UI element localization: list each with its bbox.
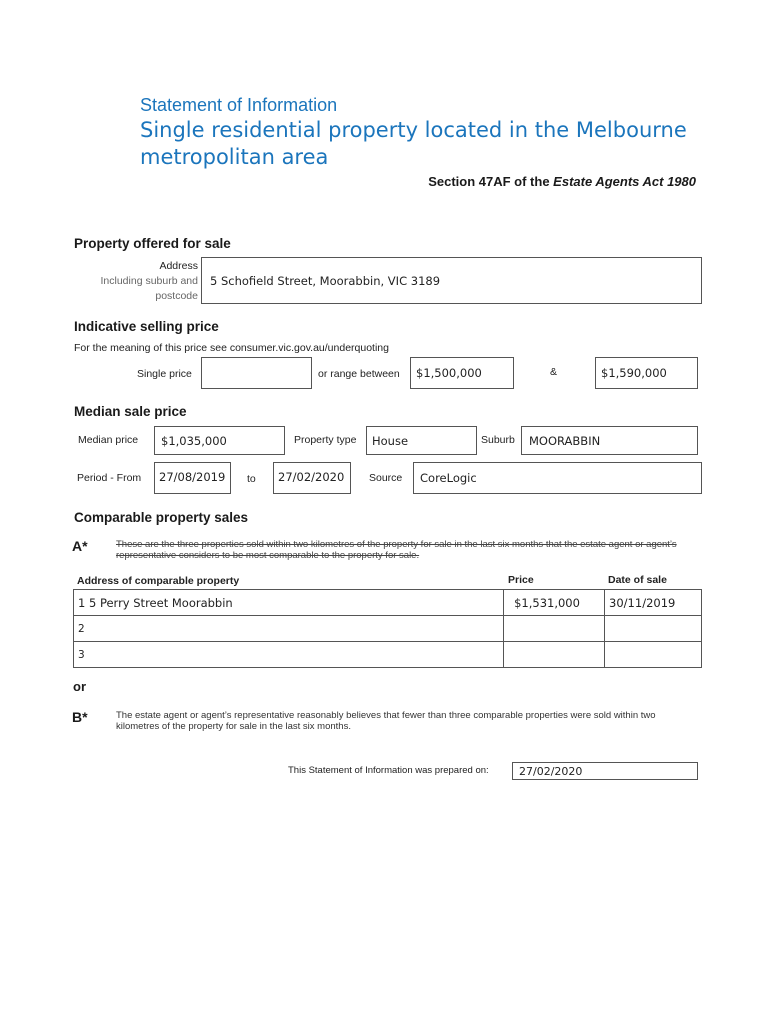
single-price-label: Single price bbox=[137, 368, 192, 380]
period-to-field[interactable]: 27/02/2020 bbox=[273, 462, 351, 494]
address-sublabel-1: Including suburb and bbox=[100, 275, 198, 287]
property-heading: Property offered for sale bbox=[74, 236, 231, 251]
indicative-heading: Indicative selling price bbox=[74, 319, 219, 334]
address-label: Address bbox=[159, 260, 198, 272]
option-b-text: The estate agent or agent’s representative reasonably believes that fewer than three comparable properties were sold within two kilometres of the property for sale in the last six months. bbox=[116, 710, 656, 732]
median-price-label: Median price bbox=[78, 434, 139, 446]
act-prefix: Section 47AF of the bbox=[428, 174, 554, 189]
col-date-header: Date of sale bbox=[608, 574, 667, 586]
source-field[interactable]: CoreLogic bbox=[413, 462, 702, 494]
act-name: Estate Agents Act 1980 bbox=[553, 174, 696, 189]
property-type-field[interactable]: House bbox=[366, 426, 477, 455]
comparable-heading: Comparable property sales bbox=[74, 510, 249, 525]
suburb-label: Suburb bbox=[481, 434, 515, 446]
table-row bbox=[74, 616, 702, 642]
act-reference bbox=[428, 174, 696, 189]
address-sublabel-2: postcode bbox=[155, 290, 198, 302]
range-to-field[interactable]: $1,590,000 bbox=[595, 357, 698, 389]
option-a-text: These are the three properties sold within two kilometres of the property for sale in the last six months that the estate agent or agent’s representative considers to be most comparable to the property for sale. bbox=[116, 539, 677, 561]
indicative-note: For the meaning of this price see consumer.vic.gov.au/underquoting bbox=[74, 342, 389, 354]
comp-address-cell[interactable]: 1 5 Perry Street Moorabbin bbox=[74, 590, 504, 616]
statement-label: Statement of Information bbox=[140, 95, 338, 115]
comp-address-cell[interactable]: 3 bbox=[74, 642, 504, 668]
median-heading: Median sale price bbox=[74, 404, 187, 419]
address-label-group bbox=[80, 259, 198, 304]
option-b-marker: B* bbox=[72, 709, 88, 725]
comp-date-cell[interactable] bbox=[605, 616, 702, 642]
comp-price-cell[interactable] bbox=[504, 642, 605, 668]
comp-address-cell[interactable]: 2 bbox=[74, 616, 504, 642]
table-row bbox=[74, 642, 702, 668]
comp-price-cell[interactable] bbox=[504, 616, 605, 642]
page-title: Single residential property located in the Melbourne metropolitan area bbox=[140, 118, 687, 169]
or-label: or bbox=[73, 679, 86, 694]
comp-date-cell[interactable]: 30/11/2019 bbox=[605, 590, 702, 616]
option-a-marker: A* bbox=[72, 538, 88, 554]
period-from-field[interactable]: 27/08/2019 bbox=[154, 462, 231, 494]
comp-date-cell[interactable] bbox=[605, 642, 702, 668]
source-label: Source bbox=[369, 472, 403, 484]
period-from-label: Period - From bbox=[77, 472, 142, 484]
col-price-header: Price bbox=[508, 574, 534, 586]
table-row bbox=[74, 590, 702, 616]
address-field[interactable]: 5 Schofield Street, Moorabbin, VIC 3189 bbox=[201, 257, 702, 304]
range-from-field[interactable]: $1,500,000 bbox=[410, 357, 514, 389]
property-type-label: Property type bbox=[294, 434, 357, 446]
comparable-table bbox=[73, 589, 702, 668]
suburb-field[interactable]: MOORABBIN bbox=[521, 426, 698, 455]
median-price-field[interactable]: $1,035,000 bbox=[154, 426, 285, 455]
range-label: or range between bbox=[318, 368, 400, 380]
prepared-date-field[interactable]: 27/02/2020 bbox=[512, 762, 698, 780]
comp-price-cell[interactable]: $1,531,000 bbox=[504, 590, 605, 616]
prepared-label: This Statement of Information was prepared on: bbox=[288, 765, 489, 776]
single-price-field[interactable] bbox=[201, 357, 312, 389]
period-to-label: to bbox=[247, 473, 256, 485]
range-ampersand: & bbox=[550, 366, 558, 378]
col-address-header: Address of comparable property bbox=[77, 575, 240, 587]
